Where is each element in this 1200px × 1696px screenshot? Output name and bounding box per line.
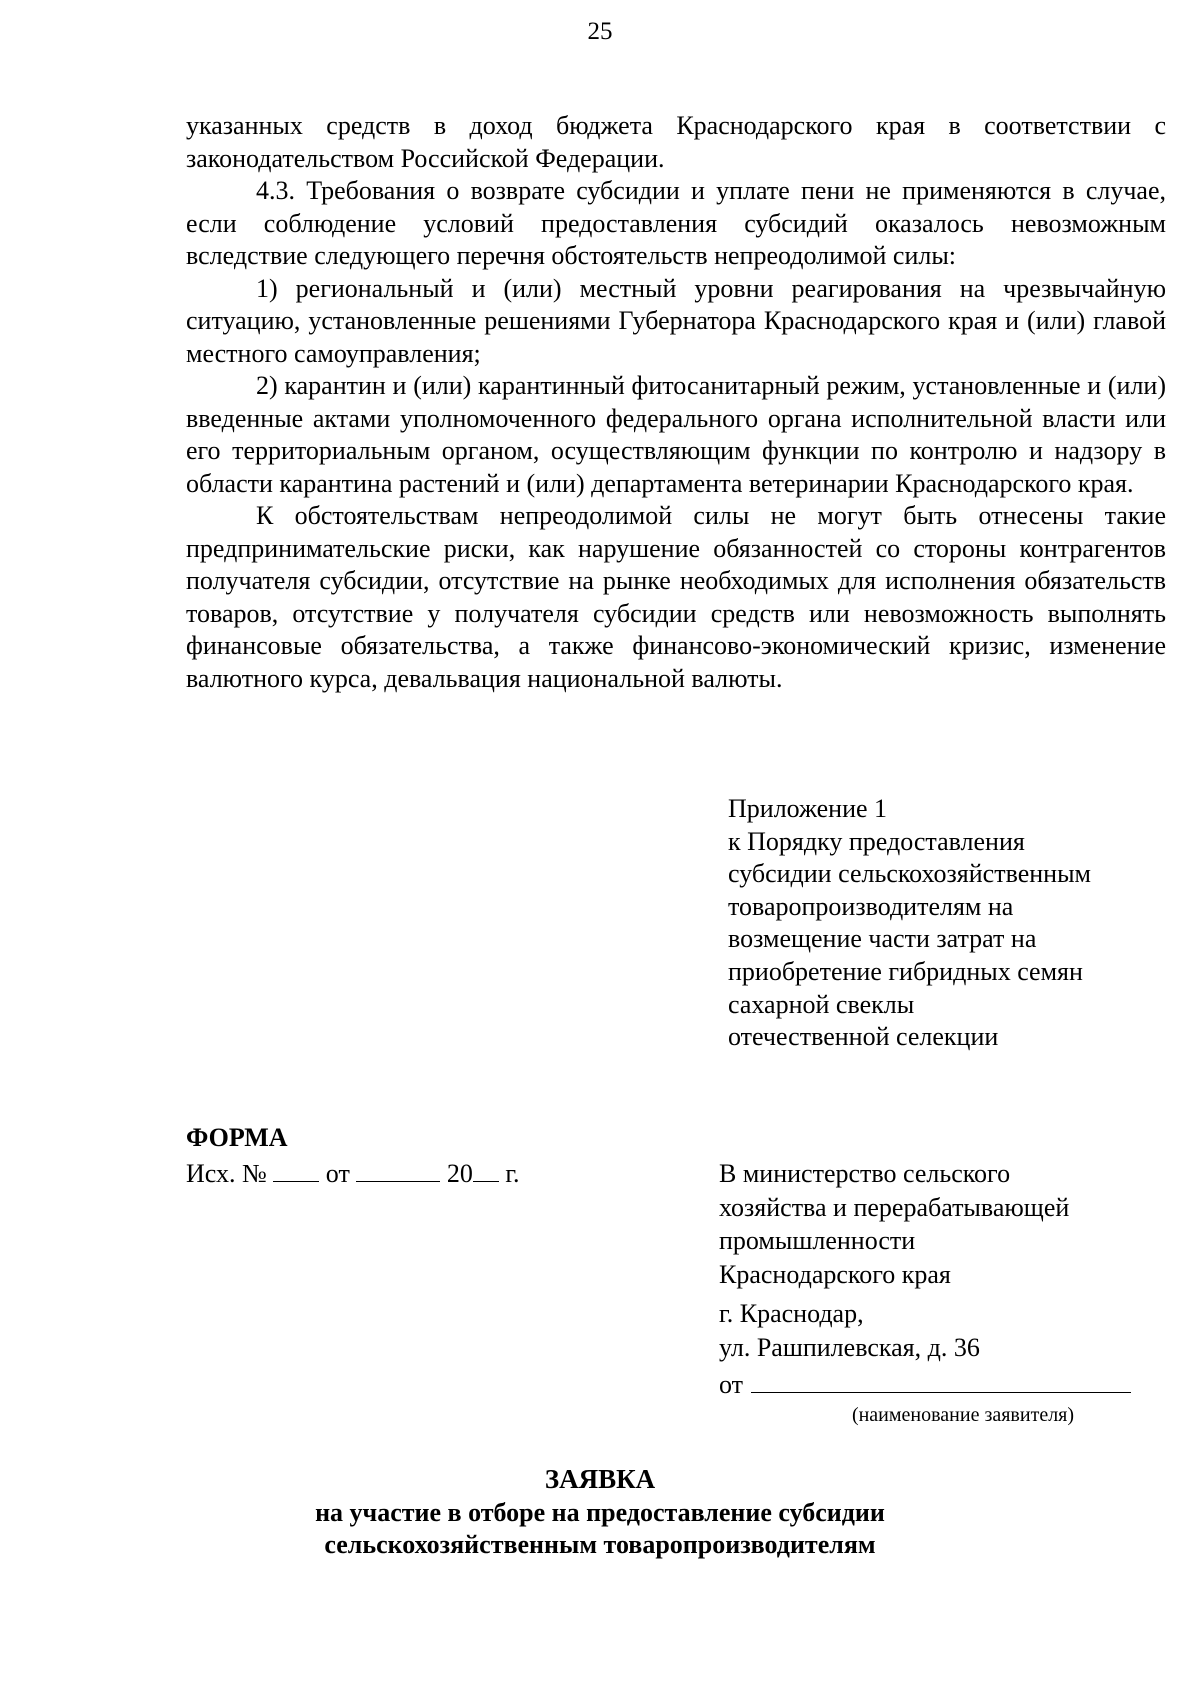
- paragraph-continuation: указанных средств в доход бюджета Краснодарского края в соответствии с законодательством Российской Федерации.: [186, 111, 1166, 173]
- paragraph-4-3: 4.3. Требования о возврате субсидии и уплате пени не применяются в случае, если соблюдение условий предоставления субсидий оказалось невозможным вследствие следующего перечня обстоятельств непреодолимой силы:: [186, 176, 1166, 270]
- addressee-line: промышленности: [719, 1226, 916, 1255]
- appendix-line: субсидии сельскохозяйственным: [728, 859, 1091, 889]
- outgoing-year-blank[interactable]: [473, 1157, 499, 1182]
- outgoing-number-line: [186, 1157, 520, 1190]
- appendix-line: к Порядку предоставления: [728, 826, 1025, 856]
- applicant-caption: (наименование заявителя): [851, 1403, 1075, 1426]
- application-subtitle-line-2: сельскохозяйственным товаропроизводителям: [324, 1530, 876, 1559]
- body-text: [186, 110, 1166, 695]
- page-number: 25: [587, 18, 613, 45]
- outgoing-year-suffix: г.: [505, 1159, 520, 1188]
- appendix-line: приобретение гибридных семян: [728, 956, 1083, 986]
- application-title: ЗАЯВКА: [544, 1464, 656, 1494]
- outgoing-prefix: Исх. №: [186, 1159, 267, 1188]
- appendix-line: отечественной селекции: [728, 1022, 999, 1052]
- appendix-line: товаропроизводителям на: [728, 891, 1014, 921]
- addressee-line: В министерство сельского: [719, 1159, 1011, 1188]
- paragraph-force-majeure: К обстоятельствам непреодолимой силы не могут быть отнесены такие предпринимательские риски, как нарушение обязанностей со стороны контрагентов получателя субсидии, отсутствие на рынке необходимых для исполнения обязательств товаров, отсутствие у получателя субсидии средств или невозможность выполнять финансовые обязательства, а также финансово-экономический кризис, изменение валютного курса, девальвация национальной валюты.: [186, 501, 1166, 693]
- application-title-block: [0, 1463, 1200, 1561]
- addressee-line: Краснодарского края: [719, 1259, 951, 1289]
- appendix-line: сахарной свеклы: [728, 989, 915, 1019]
- outgoing-year: 20: [446, 1159, 473, 1188]
- outgoing-number-blank[interactable]: [273, 1157, 319, 1182]
- applicant-from-label: от: [719, 1370, 744, 1399]
- addressee-line: хозяйства и перерабатывающей: [719, 1192, 1070, 1222]
- applicant-from-line: [719, 1368, 1169, 1402]
- paragraph-item-1: 1) региональный и (или) местный уровни реагирования на чрезвычайную ситуацию, установленные решениями Губернатора Краснодарского края и (или) главой местного самоуправления;: [186, 273, 1166, 368]
- address-city: г. Краснодар,: [719, 1299, 864, 1328]
- paragraph-item-2: 2) карантин и (или) карантинный фитосанитарный режим, установленные и (или) введенные актами уполномоченного федерального органа исполнительной власти или его территориальным органом, осуществляющим функции по контролю и надзору в области карантина растений и (или) департамента ветеринарии Краснодарского края.: [186, 371, 1166, 498]
- outgoing-date-blank[interactable]: [356, 1157, 440, 1182]
- address-street: ул. Рашпилевская, д. 36: [719, 1332, 980, 1362]
- appendix-line: Приложение 1: [728, 794, 888, 823]
- appendix-line: возмещение части затрат на: [728, 924, 1037, 954]
- application-subtitle-line-1: на участие в отборе на предоставление субсидии: [315, 1498, 885, 1527]
- outgoing-from: от: [325, 1159, 350, 1188]
- applicant-name-blank[interactable]: [751, 1368, 1131, 1393]
- form-label: ФОРМА: [186, 1123, 288, 1152]
- appendix-block: [728, 793, 1168, 1054]
- addressee-block: [719, 1157, 1169, 1428]
